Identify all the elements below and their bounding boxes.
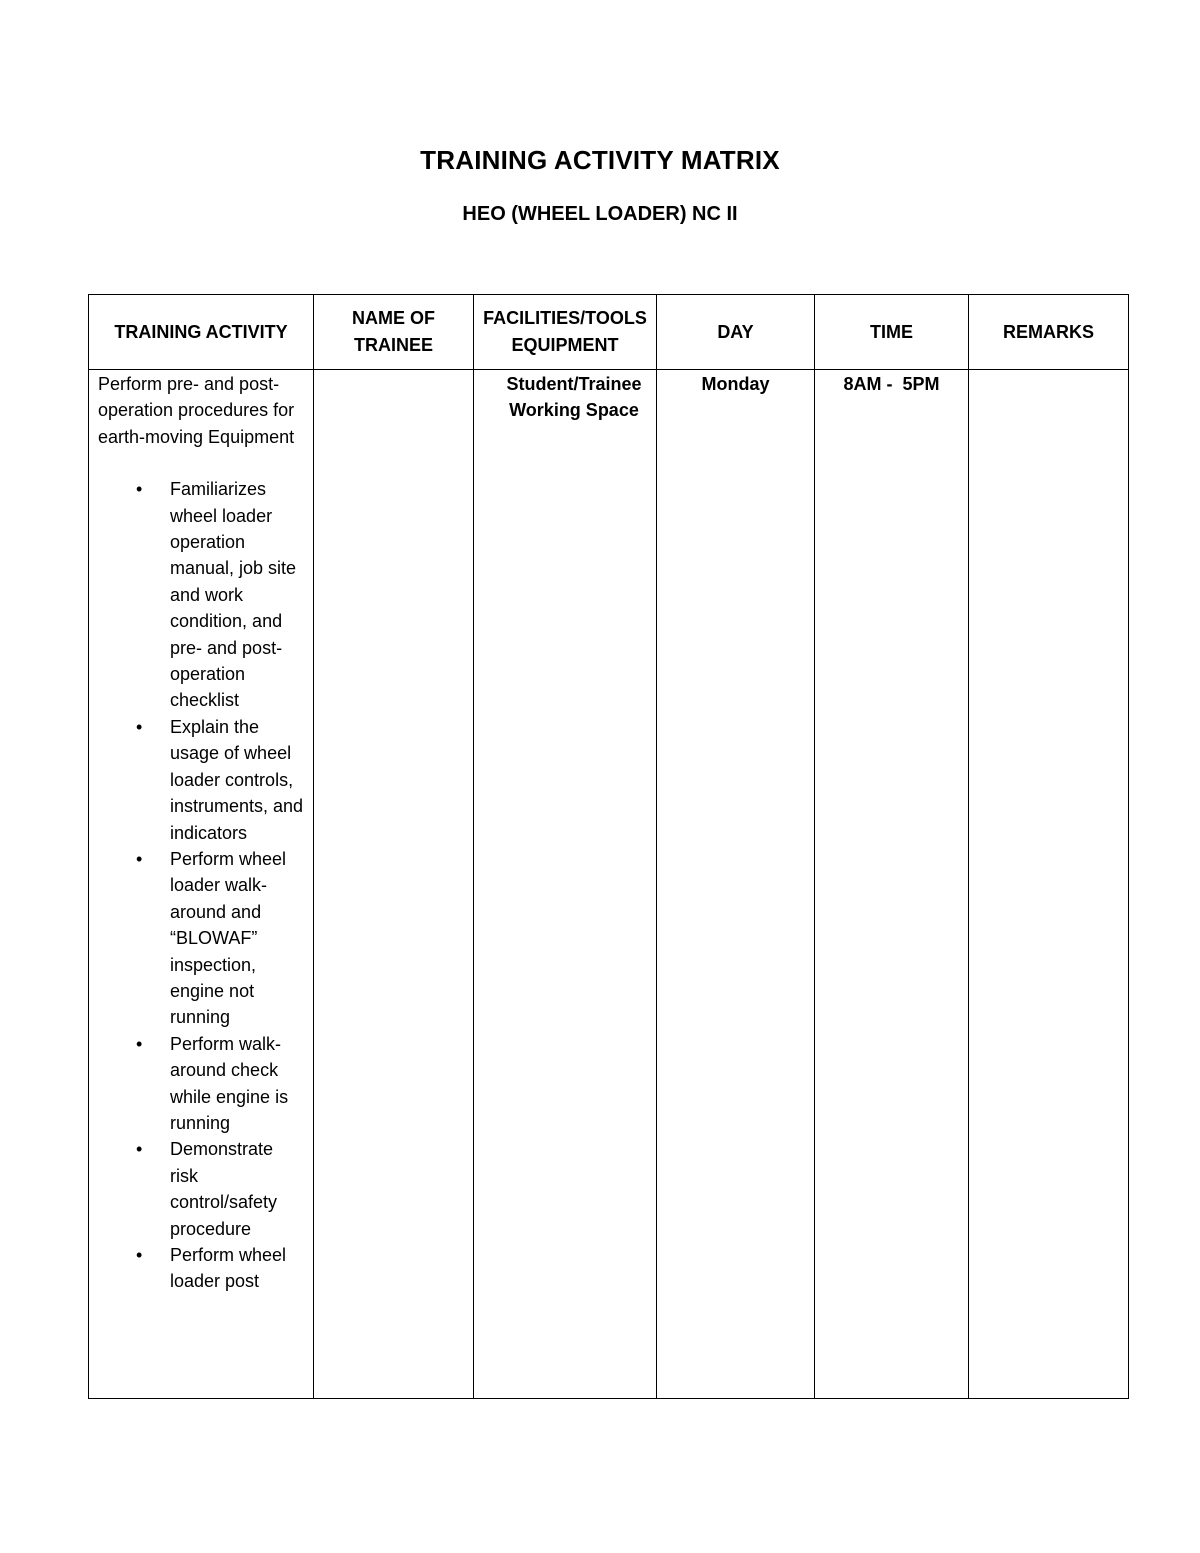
- trainee-name-cell: [314, 370, 474, 1399]
- activity-step: • Familiarizes wheel loader operation manual, job site and work condition, and pre- and post-operation checklist: [98, 476, 305, 714]
- activity-step: • Explain the usage of wheel loader controls, instruments, and indicators: [98, 714, 305, 846]
- training-activity-table: [88, 294, 1129, 1399]
- header-remarks: REMARKS: [969, 295, 1129, 370]
- header-time: TIME: [815, 295, 969, 370]
- header-facilities-tools-equipment: FACILITIES/TOOLS EQUIPMENT: [474, 295, 657, 370]
- header-training-activity: TRAINING ACTIVITY: [89, 295, 314, 370]
- remarks-cell: [969, 370, 1129, 1399]
- header-day: DAY: [657, 295, 815, 370]
- activity-step: • Perform walk-around check while engine is running: [98, 1031, 305, 1137]
- training-activity-cell: [89, 370, 314, 1399]
- bullet-icon: •: [136, 716, 143, 737]
- header-name-of-trainee: NAME OF TRAINEE: [314, 295, 474, 370]
- facilities-cell: Student/Trainee Working Space: [474, 370, 657, 1399]
- activity-steps-list: [98, 476, 305, 1295]
- day-cell: Monday: [657, 370, 815, 1399]
- bullet-icon: •: [136, 848, 143, 869]
- table-row: [89, 370, 1129, 1399]
- bullet-icon: •: [136, 1245, 143, 1265]
- time-cell: 8AM - 5PM: [815, 370, 969, 1399]
- bullet-icon: •: [136, 479, 143, 500]
- table-header-row: [89, 295, 1129, 370]
- activity-step: • Demonstrate risk control/safety procedure: [98, 1136, 305, 1242]
- activity-step: • Perform wheel loader walk-around and “BLOWAF” inspection, engine not running: [98, 846, 305, 1031]
- document-subtitle: HEO (WHEEL LOADER) NC II: [462, 203, 738, 225]
- document-title: TRAINING ACTIVITY MATRIX: [420, 145, 780, 175]
- bullet-icon: •: [136, 1033, 143, 1054]
- activity-intro: Perform pre- and post-operation procedures for earth-moving Equipment: [98, 374, 295, 447]
- activity-step: • Perform wheel loader post: [98, 1242, 305, 1295]
- bullet-icon: •: [136, 1139, 143, 1160]
